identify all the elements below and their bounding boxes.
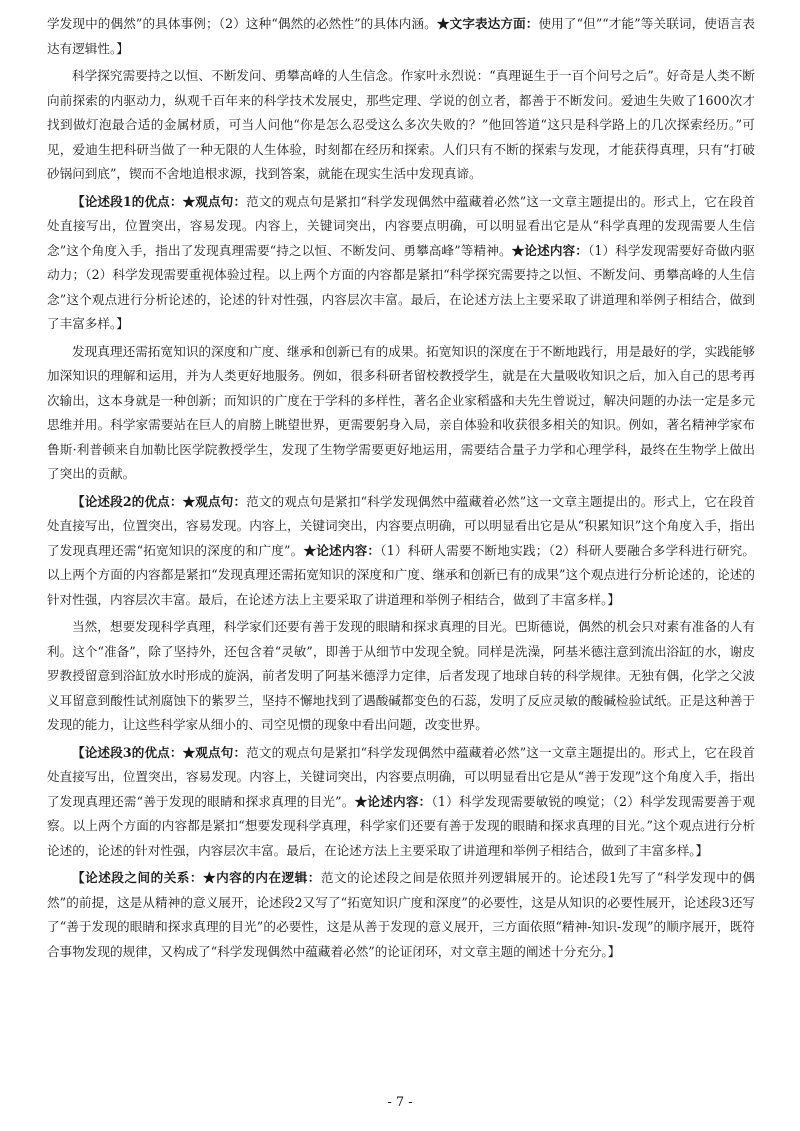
bold-heading-text: ★论述内容： xyxy=(354,793,432,809)
page-number: - 7 - xyxy=(387,1095,413,1110)
bold-heading-text: 【论述段2的优点：★观点句： xyxy=(72,493,247,509)
bold-heading-text: ★文字表达方面： xyxy=(436,16,539,31)
body-text: 发现真理还需拓宽知识的深度和广度、继承和创新已有的成果。拓宽知识的深度在于不断地践行，用是最好的学，实践能够加深知识的理解和运用，并为人类更好地服务。例如，很多科研者留校教授学生，就是在大量吸收知识之后，加入自己的思考再次输出，这本身就是一种创新；而知识的广度在于学科的多样性，著名企业家稻盛和夫先生曾说过，解决问题的办法一定是多元思维并用。科学家需要站在巨人的肩膀上眺望世界，更需要躬身入局，亲自体验和收获很多相关的知识。例如，著名精神学家布鲁斯·利普顿来自加勒比医学院教授学生，发现了生物学需要更好地运用，需要结合量子力学和心理学科，最终在生物学上做出了突出的贡献。 xyxy=(47,343,755,481)
essay-paragraph xyxy=(47,64,755,187)
commentary-paragraph xyxy=(47,741,755,864)
body-text: （1）科学发现需要好奇做内驱动力；（2）科学发现需要重视体验过程。以上两个方面的内容都是紧扣“科学探究需要持之以恒、不断发问、勇攀高峰的人生信念”这个观点进行分析论述的，论述的针对性强，内容层次丰富。最后，在论述方法上主要采取了讲道理和举例子相结合，做到了丰富多样。】 xyxy=(47,242,756,331)
commentary-paragraph xyxy=(47,490,755,613)
body-text: 范文的论述段之间是依照并列逻辑展开的。论述段1先写了“科学发现中的偶然”的前提，这是从精神的意义展开，论述段2又写了“拓宽知识广度和深度”的必要性，这是从知识的必要性展开，论述段3还写了“善于发现的眼睛和探求真理的目光”的必要性，这是从善于发现的意义展开，三方面依照“精神-知识-发现”的顺序展开，既符合事物发现的规律，又构成了“科学发现偶然中蕴藏着必然”的论证闭环，对文章主题的阐述十分充分。】 xyxy=(47,870,756,959)
document-body xyxy=(47,12,755,967)
essay-paragraph xyxy=(47,340,755,487)
body-text: 范文的观点句是紧扣“科学发现偶然中蕴藏着必然”这一文章主题提出的。形式上，它在段首处直接写出，位置突出，容易发现。内容上，关键词突出，内容要点明确，可以明显看出它是从“科学真理的发现需要人生信念”这个角度入手，指出了发现真理需要“持之以恒、不断发问、勇攀高峰”等精神。 xyxy=(47,193,755,258)
body-text: （1）科学发现需要敏锐的嗅觉；（2）科学发现需要善于观察。以上两个方面的内容都是紧扣“想要发现科学真理，科学家们还要有善于发现的眼睛和探求真理的目光。”这个观点进行分析论述的，论述的针对性强，内容层次丰富。最后，在论述方法上主要采取了讲道理和举例子相结合，做到了丰富多样。】 xyxy=(47,793,755,858)
commentary-paragraph xyxy=(47,190,755,337)
commentary-paragraph xyxy=(47,12,755,61)
body-text: 范文的观点句是紧扣“科学发现偶然中蕴藏着必然”这一文章主题提出的。形式上，它在段首处直接写出，位置突出，容易发现。内容上，关键词突出，内容要点明确，可以明显看出它是从“积累知识”这个角度入手，指出了发现真理还需“拓宽知识的深度的和广度”。 xyxy=(47,493,755,558)
essay-paragraph xyxy=(47,615,755,738)
body-text: 当然，想要发现科学真理，科学家们还要有善于发现的眼睛和探求真理的目光。巴斯德说，偶然的机会只对素有准备的人有利。这个“准备”，除了坚持外，还包含着“灵敏”，即善于从细节中发现全貌。同样是洗澡，阿基米德注意到流出浴缸的水，谢皮罗教授留意到浴缸放水时形成的旋涡，前者发明了阿基米德浮力定律，后者发现了地球自转的科学规律。无独有偶，化学之父波义耳留意到酸性试剂腐蚀下的紫罗兰，坚持不懈地找到了遇酸碱都变色的石蕊，发明了反应灵敏的酸碱检验试纸。正是这种善于发现的能力，让这些科学家从细小的、司空见惯的现象中看出问题，改变世界。 xyxy=(47,619,755,732)
bold-heading-text: 【论述段1的优点：★观点句： xyxy=(72,193,247,209)
bold-heading-text: 【论述段之间的关系：★内容的内在逻辑： xyxy=(72,870,321,885)
body-text: 范文的观点句是紧扣“科学发现偶然中蕴藏着必然”这一文章主题提出的。形式上，它在段首处直接写出，位置突出，容易发现。内容上，关键词突出，内容要点明确，可以明显看出它是从“善于发现”这个角度入手，指出了发现真理还需“善于发现的眼睛和探求真理的目光”。 xyxy=(47,744,755,809)
bold-heading-text: ★论述内容： xyxy=(303,542,381,558)
bold-heading-text: 【论述段3的优点：★观点句： xyxy=(72,744,247,760)
body-text: 科学探究需要持之以恒、不断发问、勇攀高峰的人生信念。作家叶永烈说：“真理诞生于一百个问号之后”。好奇是人类不断向前探索的内驱动力，纵观千百年来的科学技术发展史，那些定理、学说的创立者，都善于不断发问。爱迪生失败了1600次才找到做灯泡最合适的金属材质，可当人问他“你是怎么忍受这么多次失败的？”他回答道“这只是科学路上的几次探索经历。”可见，爱迪生把科研当做了一种无限的人生体验，时刻都在经历和探索。人们只有不断的探索与发现，才能获得真理，只有“打破砂锅问到底”，锲而不舍地追根求源，找到答案，就能在现实生活中发现真谛。 xyxy=(47,68,755,181)
body-text: 学发现中的偶然”的具体事例；（2）这种“偶然的必然性”的具体内涵。 xyxy=(47,16,437,31)
commentary-paragraph xyxy=(47,866,755,964)
bold-heading-text: ★论述内容： xyxy=(511,242,588,258)
body-text: （1）科研人需要不断地实践；（2）科研人要融合多学科进行研究。以上两个方面的内容都是紧扣“发现真理还需拓宽知识的深度和广度、继承和创新已有的成果”这个观点进行分析论述的，论述的针对性强，内容层次丰富。最后，在论述方法上主要采取了讲道理和举例子相结合，做到了丰富多样。】 xyxy=(47,542,755,607)
body-text: 使用了“但”“才能”等关联词，使语言表达有逻辑性。】 xyxy=(47,16,755,56)
